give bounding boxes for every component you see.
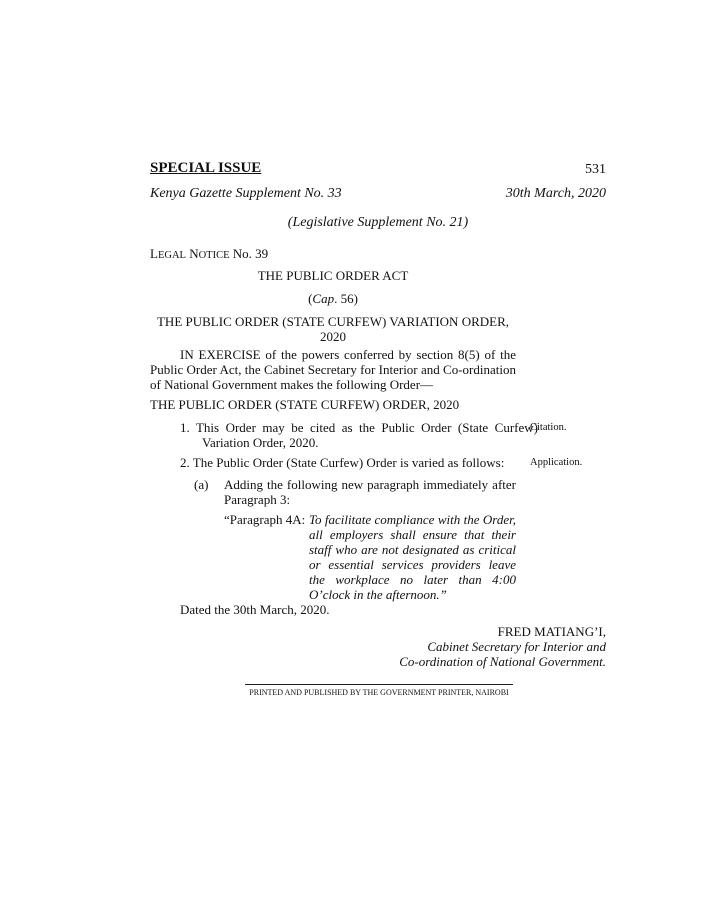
signatory-title-line1: Cabinet Secretary for Interior and <box>427 639 606 654</box>
printer-line: PRINTED AND PUBLISHED BY THE GOVERNMENT PRINTER, NAIROBI <box>249 688 509 697</box>
issue-label: SPECIAL ISSUE <box>150 160 262 176</box>
supplement-title: Kenya Gazette Supplement No. 33 <box>150 186 342 201</box>
paragraph-4a-label: “Paragraph 4A: <box>224 512 306 527</box>
clause-application: 2. The Public Order (State Curfew) Order is varied as follows: <box>180 455 505 470</box>
signatory-title-line2: Co-ordination of National Government. <box>399 654 606 669</box>
dated-line: Dated the 30th March, 2020. <box>180 602 330 617</box>
signatory-name: FRED MATIANG’I, <box>497 624 606 639</box>
variation-order-title <box>150 314 516 344</box>
margin-note-citation: Citation. <box>530 422 567 433</box>
page-number: 531 <box>585 162 606 177</box>
gazette-date: 30th March, 2020 <box>505 186 606 201</box>
subclause-text: Adding the following new paragraph immediately after Paragraph 3: <box>224 477 516 507</box>
margin-note-application: Application. <box>530 457 583 468</box>
signature-block <box>380 624 606 669</box>
footer-rule <box>245 684 513 685</box>
variation-title-line1: THE PUBLIC ORDER (STATE CURFEW) VARIATION ORDER, <box>156 314 509 329</box>
clause-citation: 1. This Order may be cited as the Public Order (State Curfew) Variation Order, 2020. <box>180 420 538 450</box>
subclause-label: (a) <box>194 477 209 492</box>
paragraph-4a-text: To facilitate compliance with the Order, all employers shall ensure that their staff who are not designated as critical or essential services providers leave the workplace no later than 4:00 O’clock in the afternoon.” <box>309 512 516 602</box>
variation-title-line2: 2020 <box>320 329 346 344</box>
order-title: THE PUBLIC ORDER (STATE CURFEW) ORDER, 2020 <box>150 397 460 412</box>
preamble: IN EXERCISE of the powers conferred by section 8(5) of the Public Order Act, the Cabinet Secretary for Interior and Co-ordination of National Government makes the following Order— <box>150 347 516 392</box>
legislative-supplement: (Legislative Supplement No. 21) <box>287 215 469 230</box>
cap-reference: (Cap. 56) <box>308 291 358 306</box>
legal-notice-number: LEGAL NOTICE No. 39 <box>150 246 269 261</box>
act-title: THE PUBLIC ORDER ACT <box>257 268 409 283</box>
